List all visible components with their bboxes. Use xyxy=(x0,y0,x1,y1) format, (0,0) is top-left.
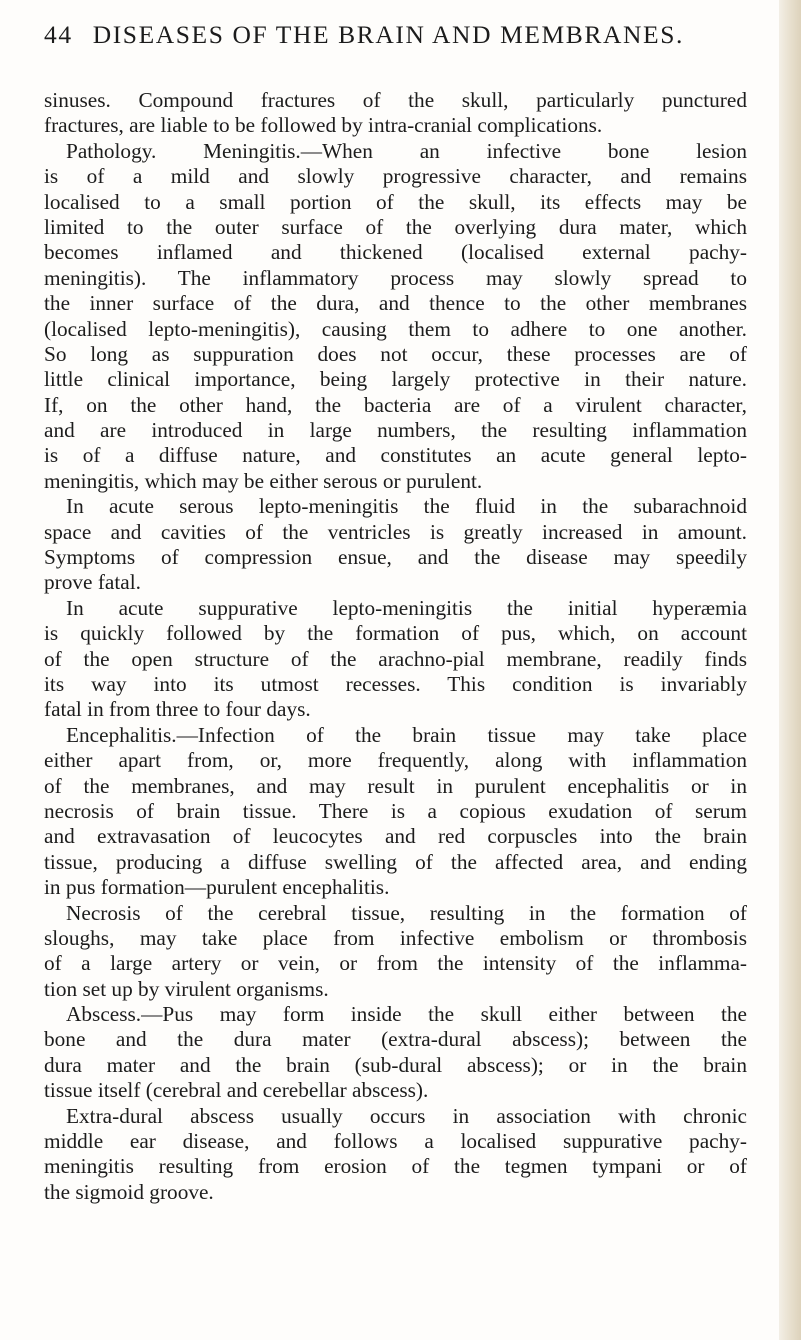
text-line: of the membranes, and may result in purulent encephalitis or in xyxy=(44,773,747,798)
text-line: either apart from, or, more frequently, along with inflammation xyxy=(44,748,747,773)
text-line: the sigmoid groove. xyxy=(44,1179,214,1204)
text-line: Abscess.—Pus may form inside the skull either between the xyxy=(66,1002,747,1027)
text-line: fatal in from three to four days. xyxy=(44,697,311,722)
text-line: is of a diffuse nature, and constitutes an acute general lepto- xyxy=(44,443,747,468)
text-line: In acute suppurative lepto-meningitis the initial hyperæmia xyxy=(66,595,747,620)
text-line: Extra-dural abscess usually occurs in association with chronic xyxy=(66,1103,747,1128)
text-line: meningitis). The inflammatory process may slowly spread to xyxy=(44,265,747,290)
page-edge-shadow xyxy=(779,0,801,1340)
text-line: tissue, producing a diffuse swelling of the affected area, and ending xyxy=(44,849,747,874)
text-line: in pus formation—purulent encephalitis. xyxy=(44,875,390,900)
text-line: and are introduced in large numbers, the resulting inflammation xyxy=(44,418,747,443)
text-line: If, on the other hand, the bacteria are of a virulent character, xyxy=(44,392,747,417)
text-line: of a large artery or vein, or from the intensity of the inflamma- xyxy=(44,951,747,976)
text-line: Symptoms of compression ensue, and the disease may speedily xyxy=(44,545,747,570)
running-title: DISEASES OF THE BRAIN AND MEMBRANES. xyxy=(92,20,684,49)
text-line: (localised lepto-meningitis), causing them to adhere to one another. xyxy=(44,316,747,341)
text-line: tion set up by virulent organisms. xyxy=(44,976,329,1001)
text-line: space and cavities of the ventricles is greatly increased in amount. xyxy=(44,519,747,544)
text-line: sloughs, may take place from infective embolism or thrombosis xyxy=(44,925,747,950)
body-text xyxy=(44,88,747,1205)
text-line: limited to the outer surface of the overlying dura mater, which xyxy=(44,214,747,239)
text-line: Encephalitis.—Infection of the brain tissue may take place xyxy=(66,722,747,747)
text-line: little clinical importance, being largely protective in their nature. xyxy=(44,367,747,392)
text-line: prove fatal. xyxy=(44,570,141,595)
text-line: meningitis resulting from erosion of the tegmen tympani or of xyxy=(44,1154,747,1179)
text-line: middle ear disease, and follows a localised suppurative pachy- xyxy=(44,1129,747,1154)
text-line: meningitis, which may be either serous or purulent. xyxy=(44,468,483,493)
text-line: and extravasation of leucocytes and red corpuscles into the brain xyxy=(44,824,747,849)
text-line: dura mater and the brain (sub-dural abscess); or in the brain xyxy=(44,1052,747,1077)
text-line: Necrosis of the cerebral tissue, resulting in the formation of xyxy=(66,900,747,925)
running-header xyxy=(44,20,744,50)
text-line: Pathology. Meningitis.—When an infective bone lesion xyxy=(66,138,747,163)
text-line: fractures, are liable to be followed by intra-cranial complications. xyxy=(44,113,603,138)
text-line: sinuses. Compound fractures of the skull, particularly punctured xyxy=(44,88,747,112)
text-line: necrosis of brain tissue. There is a copious exudation of serum xyxy=(44,798,747,823)
text-line: becomes inflamed and thickened (localised external pachy- xyxy=(44,240,747,265)
text-line: So long as suppuration does not occur, these processes are of xyxy=(44,341,747,366)
text-line: bone and the dura mater (extra-dural abscess); between the xyxy=(44,1027,747,1052)
text-line: its way into its utmost recesses. This condition is invariably xyxy=(44,671,747,696)
text-line: of the open structure of the arachno-pial membrane, readily finds xyxy=(44,646,747,671)
text-line: tissue itself (cerebral and cerebellar abscess). xyxy=(44,1078,429,1103)
text-line: is of a mild and slowly progressive character, and remains xyxy=(44,164,747,189)
text-line: is quickly followed by the formation of pus, which, on account xyxy=(44,621,747,646)
page-number: 44 xyxy=(44,20,73,49)
text-line: In acute serous lepto-meningitis the fluid in the subarachnoid xyxy=(66,494,747,519)
text-line: the inner surface of the dura, and thence to the other membranes xyxy=(44,291,747,316)
text-line: localised to a small portion of the skull, its effects may be xyxy=(44,189,747,214)
